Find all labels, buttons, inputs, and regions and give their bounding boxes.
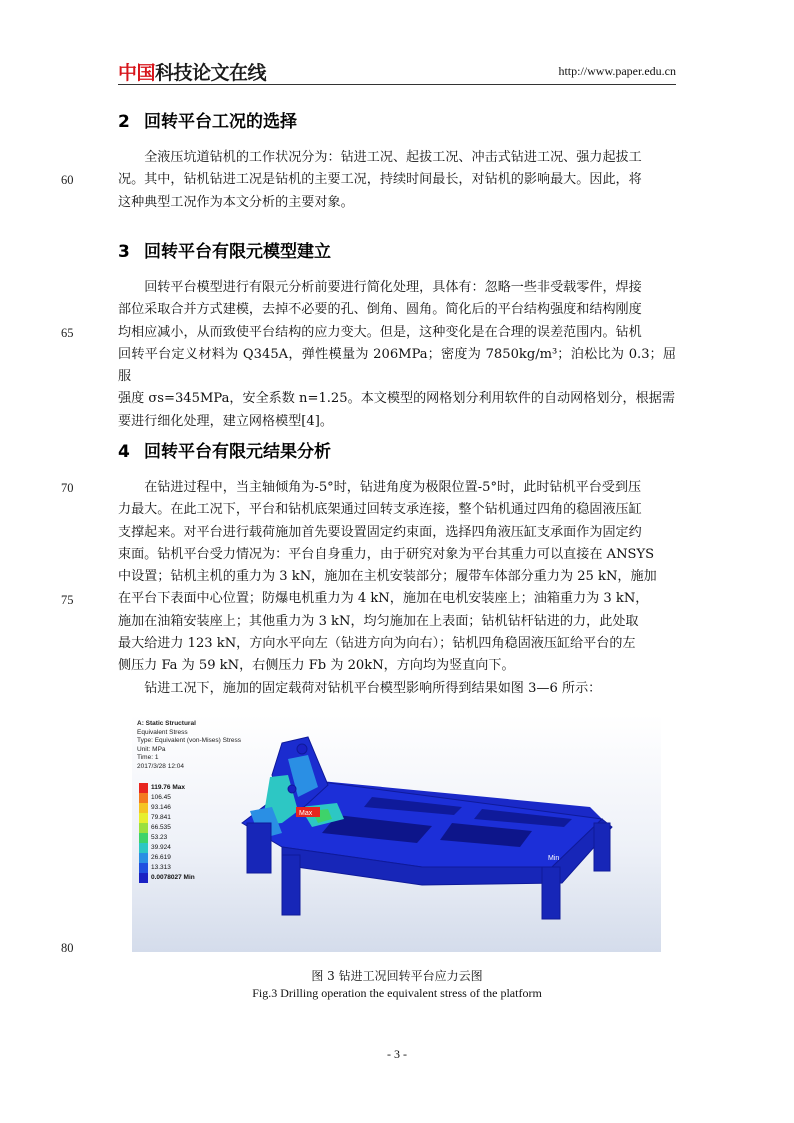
legend-swatch (139, 813, 148, 823)
legend-swatch (139, 823, 148, 833)
text-line: 强度 σs=345MPa，安全系数 n=1.25。本文模型的网格划分利用软件的自动网格划分，根据需 (118, 391, 675, 407)
text-line: 要进行细化处理，建立网格模型[4]。 (118, 413, 333, 429)
section-4-body (118, 477, 676, 700)
text-line: 力最大。在此工况下，平台和钻机底架通过回转支承连接，整个钻机通过四角的稳固液压缸 (118, 502, 642, 518)
legend-label: 66.535 (151, 824, 171, 831)
legend-label: 26.619 (151, 854, 171, 861)
legend-label: 93.146 (151, 804, 171, 811)
legend-label: 53.23 (151, 834, 168, 841)
fea-title-line: Unit: MPa (137, 745, 166, 753)
legend-row (137, 843, 195, 853)
logo-text: 科技论文在线 (155, 61, 267, 84)
outrigger-leg (542, 867, 560, 919)
legend-row (137, 853, 195, 863)
section-3-heading (118, 237, 331, 262)
section-title: 回转平台工况的选择 (144, 112, 297, 132)
fea-title-line: Type: Equivalent (von-Mises) Stress (137, 737, 242, 744)
legend-row (137, 793, 195, 803)
min-label: Min (548, 855, 560, 862)
stress-contour-figure (132, 715, 661, 952)
journal-logo[interactable] (118, 60, 266, 82)
site-url[interactable]: http://www.paper.edu.cn (558, 64, 676, 78)
line-number: 60 (61, 173, 74, 187)
figure-caption-cn: 图 3 钻进工况回转平台应力云图 (311, 969, 483, 983)
legend-row (137, 813, 195, 823)
text-line: 在平台下表面中心位置；防爆电机重力为 4 kN，施加在电机安装座上；油箱重力为 3 kN， (118, 591, 649, 607)
legend-swatch (139, 803, 148, 813)
text-line: 支撑起来。对平台进行载荷施加首先要设置固定约束面，选择四角液压缸支承面作为固定约 (118, 524, 642, 540)
section-3-body (118, 277, 676, 433)
legend-swatch (139, 833, 148, 843)
legend-row (137, 803, 195, 813)
line-number: 80 (61, 941, 74, 955)
legend-swatch (139, 843, 148, 853)
legend-label: 119.76 Max (151, 784, 185, 791)
legend-label: 0.0078027 Min (151, 874, 195, 881)
legend-label: 106.45 (151, 794, 171, 801)
stress-legend (137, 783, 195, 883)
logo-red-text: 中国 (118, 61, 156, 84)
text-line: 部位采取合并方式建模，去掉不必要的孔、倒角、圆角。简化后的平台结构强度和结构刚度 (118, 302, 642, 318)
section-4-heading (118, 437, 331, 462)
outrigger-leg (247, 823, 271, 873)
text-line: 束面。钻机平台受力情况为：平台自身重力，由于研究对象为平台其重力可以直接在 ANSYS (118, 546, 655, 562)
section-number: 4 (118, 442, 130, 462)
text-line: 在钻进过程中，当主轴倾角为-5°时，钻进角度为极限位置-5°时，此时钻机平台受到压 (144, 480, 642, 495)
outrigger-leg (282, 855, 300, 915)
section-2-body (118, 147, 676, 214)
legend-row (137, 783, 195, 793)
legend-swatch (139, 793, 148, 803)
text-line: 施加在油箱安装座上；其他重力为 3 kN，均匀施加在上表面；钻机钻杆钻进的力，此处取 (118, 613, 639, 629)
legend-row (137, 863, 195, 873)
text-line: 均相应减小，从而致使平台结构的应力变大。但是，这种变化是在合理的误差范围内。钻机 (118, 324, 642, 340)
fea-title-line: Time: 1 (137, 754, 159, 761)
text-line: 这种典型工况作为本文分析的主要对象。 (118, 194, 354, 210)
text-line: 回转平台模型进行有限元分析前要进行简化处理，具体有：忽略一些非受载零件，焊接 (144, 280, 642, 295)
mount-pin (288, 785, 296, 793)
legend-row (137, 823, 195, 833)
legend-swatch (139, 863, 148, 873)
header-divider (118, 84, 676, 85)
text-line: 回转平台定义材料为 Q345A，弹性模量为 206MPa；密度为 7850kg/m³；泊松比为 0.3；屈服 (118, 346, 676, 385)
text-line: 最大给进力 123 kN，方向水平向左（钻进方向为向右）；钻机四角稳固液压缸给平台的左 (118, 636, 636, 652)
fea-title-block (137, 720, 241, 771)
legend-swatch (139, 873, 148, 883)
line-number: 70 (61, 481, 74, 495)
section-title: 回转平台有限元结果分析 (144, 442, 331, 462)
legend-label: 39.924 (151, 844, 171, 851)
legend-label: 13.313 (151, 864, 171, 871)
page-number: - 3 - (387, 1047, 407, 1061)
text-line: 侧压力 Fa 为 59 kN，右侧压力 Fb 为 20kN，方向均为竖直向下。 (118, 658, 515, 674)
legend-row (137, 833, 195, 843)
fea-title-line: 2017/3/28 12:04 (137, 762, 184, 770)
section-number: 3 (118, 242, 130, 262)
max-label: Max (299, 810, 313, 817)
text-line: 钻进工况下，施加的固定载荷对钻机平台模型影响所得到结果如图 3—6 所示： (144, 680, 602, 696)
section-title: 回转平台有限元模型建立 (144, 242, 331, 262)
section-number: 2 (118, 112, 130, 132)
text-line: 中设置；钻机主机的重力为 3 kN，施加在主机安装部分；履带车体部分重力为 25 kN，施加 (118, 569, 657, 585)
fea-title-line: Equivalent Stress (137, 728, 188, 736)
figure-caption-en: Fig.3 Drilling operation the equivalent stress of the platform (252, 986, 542, 1000)
legend-swatch (139, 783, 148, 793)
line-number: 75 (61, 593, 74, 607)
section-2-heading (118, 107, 297, 132)
line-number: 65 (61, 326, 74, 340)
text-line: 全液压坑道钻机的工作状况分为：钻进工况、起拔工况、冲击式钻进工况、强力起拔工 (144, 150, 642, 165)
text-line: 况。其中，钻机钻进工况是钻机的主要工况，持续时间最长，对钻机的影响最大。因此，将 (118, 172, 642, 188)
outrigger-leg (594, 823, 610, 871)
legend-label: 79.841 (151, 814, 171, 821)
legend-swatch (139, 853, 148, 863)
fea-title-line: A: Static Structural (137, 720, 196, 727)
mount-pin (297, 744, 307, 754)
legend-row (137, 873, 195, 883)
